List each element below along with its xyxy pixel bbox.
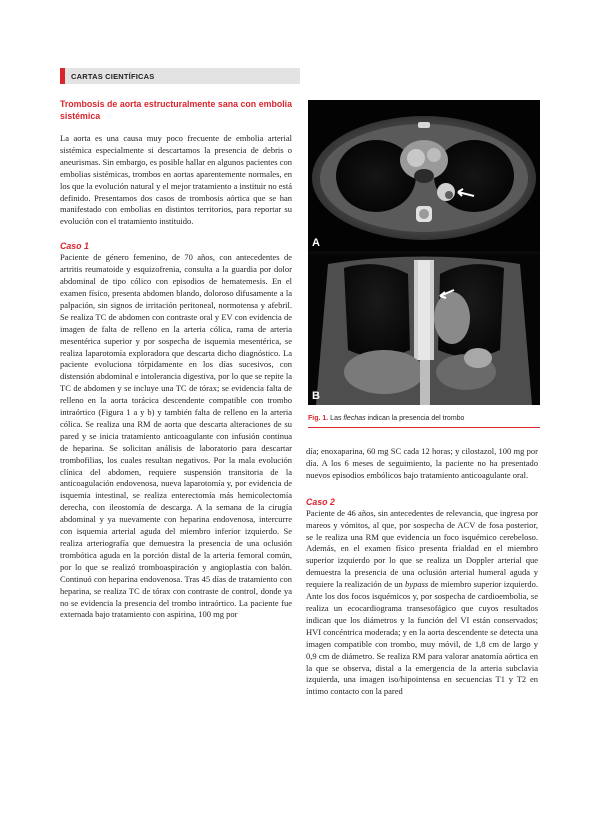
figure-1 xyxy=(308,100,540,405)
case2-heading: Caso 2 xyxy=(306,496,335,507)
ct-axial-image xyxy=(308,100,540,251)
left-column xyxy=(60,98,292,621)
case2-text xyxy=(306,508,538,699)
section-label: CARTAS CIENTÍFICAS xyxy=(71,71,155,81)
caption-divider xyxy=(308,427,540,428)
ct-axial-scan xyxy=(308,100,540,251)
case2-text-part1: Paciente de 46 años, sin antecedentes de relevancia, que ingresa por mareos y vómitos, al que, por sospecha de ACV de fosa posterior, se le realiza una RM que evidencia un foco isquémico cerebeloso. Además, en el examen físico presenta frialdad en el miembro superior izquierdo por lo que se realiza un Doppler arterial que demuestra la presencia de una oclusión arterial humeral aguda y requiere la realización de un xyxy=(306,507,538,590)
figure-caption xyxy=(308,414,548,423)
section-header xyxy=(60,68,300,84)
case2-text-part2: de miembro superior izquierdo. Ante los dos focos isquémicos y, por sospecha de cardioembolia, se realiza un ecocardiograma transesofágico que cuyos resultados indican que los diámetros y la función del VI están conservados; HVI concéntrica moderada; y en la aorta descendente se detecta una imagen compatible con trombo, muy móvil, de 1,8 cm de largo y 0,9 cm de diámetro. Se realiza RM para valorar anatomía aórtica en la que se observa, distal a la emergencia de la arteria subclavia izquierda, una imagen iso/hipointensa en secuencias T1 y T2 en íntimo contacto con la pared xyxy=(306,579,538,697)
section-marker xyxy=(60,68,65,84)
case1-text: Paciente de género femenino, de 70 años, con antecedentes de artritis reumatoide y esquizofrenia, consulta a la guardia por dolor abdominal de tipo cólico con episodios de hematemesis. En el examen físico, presenta abdomen blando, doloroso difusamente a la palpación, sin signos de irritación peritoneal, normotensa y afebril. Se realiza TC de abdomen con contraste oral y EV con evidencia de imagen de falta de relleno en la arteria cólica, rama de arteria mesentérica superior y por sospecha de isquemia mesentérica, se realiza laparotomía exploradora que descarta dicho diagnóstico. La paciente evoluciona tórpidamente en los días sucesivos, con distensión abdominal e intolerancia digestiva, por lo que se repite la TC de abdomen y se incluye una TC de tórax; se evidencia falta de relleno en la aorta torácica descendente compatible con trombo intraórtico (Figura 1 a y b) y también falta de relleno en la arteria cólica. Se realiza una RM de aorta que descarta alteraciones de su pared y se inicia tratamiento anticoagulante con infusión continua de heparina. Se solicitan análisis de laboratorio para descartar trombofilias, los cuales resultan negativos. Por la mala evolución clínica del abdomen, requiere suspensión transitoria de la anticoagulación endovenosa, nueva laparotomía y, por evidencia de isquemia intestinal, se realiza enterectomía más hemicolectomía derecha, con ileostomía de descarga. A la semana de la cirugía abdominal y ya nuevamente con heparina endovenosa, intercurre con isquemia arterial aguda del miembro inferior izquierdo. Se realiza arteriografía que demuestra la presencia de una oclusión trombótica aguda en la porción distal de la arteria femoral común, por lo que se realizó tromboaspiración y angioplastia con balón. Continuó con heparina endovenosa. Tras 45 días de tratamiento con heparina, se realiza TC de tórax con contraste de control, donde ya no se evidencia la presencia del trombo intraórtico. La paciente fue externada bajo tratamiento con aspirina, 100 mg por xyxy=(60,252,292,620)
panel-a-label: A xyxy=(312,237,320,249)
panel-b-label: B xyxy=(312,390,320,402)
article-title: Trombosis de aorta estructuralmente sana con embolia sistémica xyxy=(60,99,292,121)
case1-heading: Caso 1 xyxy=(60,241,89,252)
figure-number: Fig. 1. xyxy=(308,415,329,422)
intro-paragraph: La aorta es una causa muy poco frecuente de embolia arterial sistémica especialmente si descartamos la presencia de debris o aneurismas. Sin embargo, es posible hallar en algunos pacientes con embolias sistémicas, trombos en aortas aparentemente normales, en los que la evolución natural y el mejor tratamiento a instituir no está definido. Presentamos dos casos de trombosis aórtica que se han manifestado con embolias en distintos territorios, para reportar su evolución con el tratamiento instituido. xyxy=(60,133,292,227)
ct-coronal-scan xyxy=(308,254,540,405)
right-column xyxy=(306,446,538,698)
case2-text-italic: bypass xyxy=(405,579,429,590)
caption-text-italic: flechas xyxy=(343,415,366,422)
caption-text-pre: Las xyxy=(328,415,344,422)
case1-continuation: día; enoxaparina, 60 mg SC cada 12 horas; y cilostazol, 100 mg por día. A los 6 meses de seguimiento, la paciente no ha presentado nuevos episodios embólicos bajo tratamiento anticoagulante oral. xyxy=(306,446,538,480)
ct-coronal-image xyxy=(308,254,540,405)
caption-text-post: indican la presencia del trombo xyxy=(365,415,465,422)
